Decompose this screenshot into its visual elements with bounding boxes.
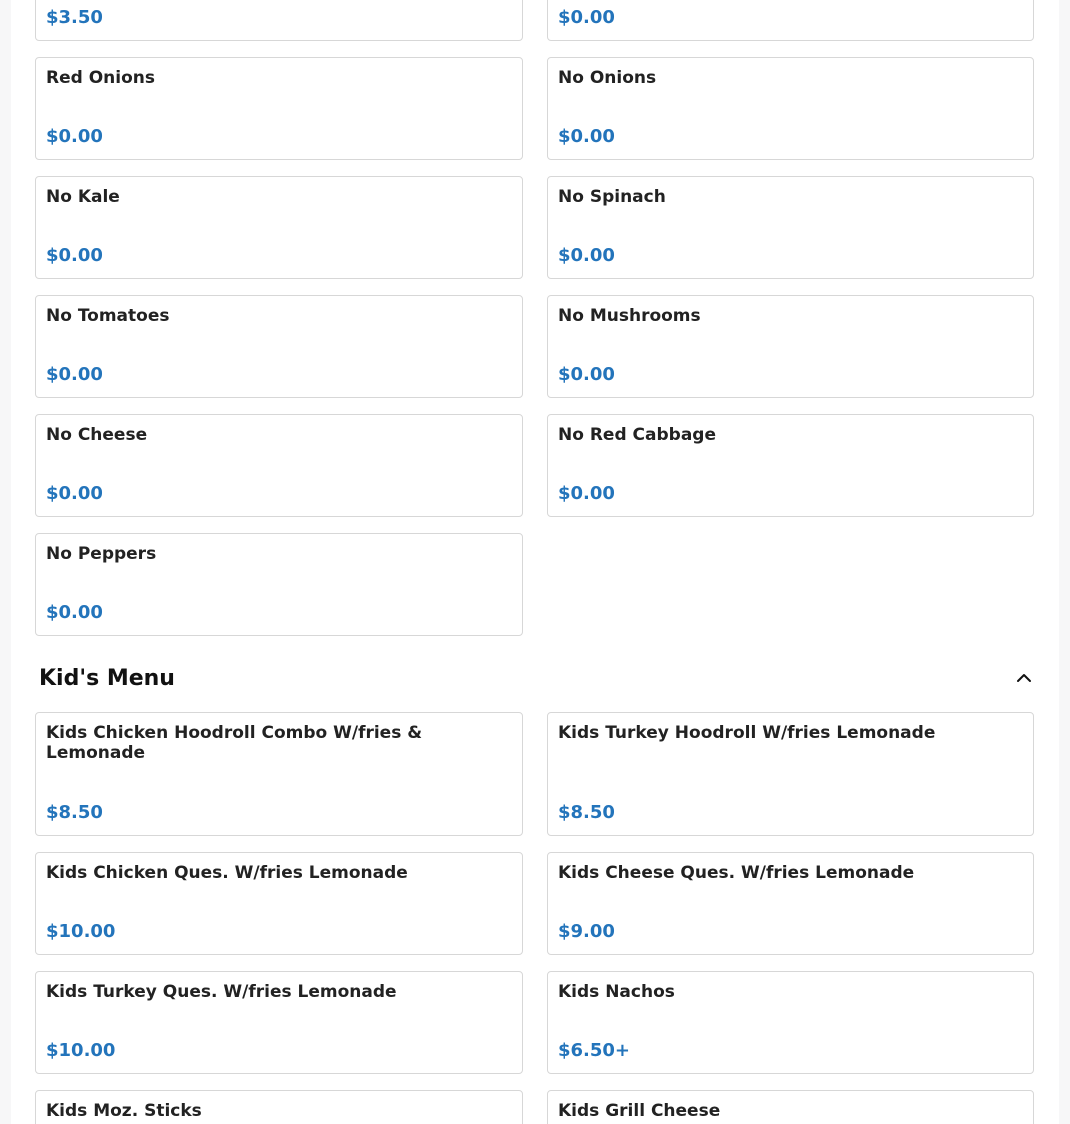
menu-item-card[interactable] [35,176,523,279]
item-price: $0.00 [558,245,615,266]
menu-item-card[interactable] [547,0,1034,41]
menu-item-card[interactable] [35,1090,523,1124]
item-name: Kids Turkey Hoodroll W/fries Lemonade [558,723,936,743]
chevron-up-icon[interactable] [1014,668,1034,688]
item-name: No Tomatoes [46,306,170,326]
item-price: $6.50+ [558,1040,631,1061]
item-name: No Cheese [46,425,148,445]
section-title: Kid's Menu [39,665,175,691]
item-name: Kids Chicken Ques. W/fries Lemonade [46,863,408,883]
menu-item-card[interactable] [35,712,523,836]
item-price: $0.00 [558,364,615,385]
menu-item-card[interactable] [35,57,523,160]
item-price: $0.00 [46,245,103,266]
item-name: Kids Chicken Hoodroll Combo W/fries & Lemonade [46,723,423,763]
item-price: $0.00 [558,7,615,28]
item-price: $0.00 [46,602,103,623]
item-name: No Spinach [558,187,666,207]
item-name: No Red Cabbage [558,425,716,445]
menu-item-card[interactable] [547,852,1034,955]
menu-item-card[interactable] [547,414,1034,517]
menu-item-card[interactable] [35,295,523,398]
menu-item-card[interactable] [547,295,1034,398]
item-price: $0.00 [558,126,615,147]
menu-page [11,0,1059,1124]
kids-menu-grid [35,712,1034,1124]
menu-item-card[interactable] [547,1090,1034,1124]
menu-item-card[interactable] [35,0,523,41]
item-name: Kids Grill Cheese [558,1101,721,1121]
menu-item-card[interactable] [547,176,1034,279]
menu-item-card[interactable] [547,57,1034,160]
item-price: $8.50 [558,802,615,823]
item-name: No Onions [558,68,657,88]
modifier-grid [35,0,1034,636]
item-name: Kids Cheese Ques. W/fries Lemonade [558,863,915,883]
section-header-kids-menu[interactable] [39,660,1034,696]
item-name: No Peppers [46,544,157,564]
item-price: $0.00 [46,483,103,504]
item-price: $0.00 [558,483,615,504]
menu-item-card[interactable] [35,852,523,955]
item-price: $10.00 [46,1040,116,1061]
item-price: $10.00 [46,921,116,942]
item-price: $9.00 [558,921,615,942]
item-name: No Kale [46,187,120,207]
menu-item-card[interactable] [547,712,1034,836]
item-price: $8.50 [46,802,103,823]
item-price: $0.00 [46,126,103,147]
item-price: $0.00 [46,364,103,385]
item-name: Kids Nachos [558,982,675,1002]
menu-item-card[interactable] [35,414,523,517]
item-name: Kids Turkey Ques. W/fries Lemonade [46,982,397,1002]
menu-item-card[interactable] [35,533,523,636]
menu-item-card[interactable] [35,971,523,1074]
item-name: Red Onions [46,68,155,88]
item-price: $3.50 [46,7,103,28]
menu-item-card[interactable] [547,971,1034,1074]
item-name: No Mushrooms [558,306,701,326]
item-name: Kids Moz. Sticks [46,1101,202,1121]
